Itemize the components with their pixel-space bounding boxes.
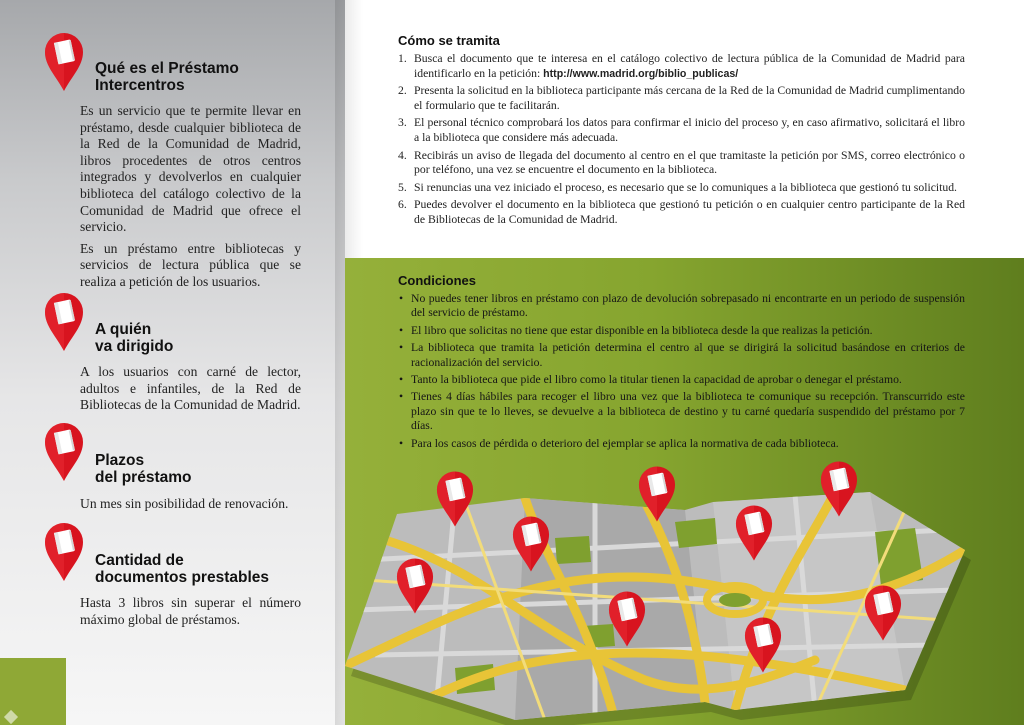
paragraph: A los usuarios con carné de lector, adultos e infantiles, de la Red de Bibliotecas de la Comunidad de Madrid. xyxy=(80,364,301,413)
paragraph: Es un servicio que te permite llevar en préstamo, desde cualquier biblioteca de la Red de la Comunidad de Madrid, libros procedentes de otros centros integrados y devolverlos en cualquier biblioteca del catálogo colectivo de la Comunidad de Madrid que ofrece el servicio. xyxy=(80,103,301,235)
step-number: 2. xyxy=(398,84,407,98)
condition-text: Tienes 4 días hábiles para recoger el libro una vez que la biblioteca te comunique su recepción. Transcurrido este plazo sin que te lo lleves, se devuelve a la biblioteca de destino y tu carné quedaría suspendido del préstamo por 7 días. xyxy=(411,390,965,433)
step-number: 3. xyxy=(398,116,407,130)
tramite-steps xyxy=(398,52,965,231)
section-title-cantidad xyxy=(95,552,269,586)
paragraph: Es un préstamo entre bibliotecas y servicios de lectura pública que se realiza a petición de los usuarios. xyxy=(80,240,301,289)
step-item xyxy=(398,52,965,81)
section-title-plazos xyxy=(95,452,191,486)
book-pin-icon xyxy=(44,32,84,92)
step-item xyxy=(398,84,965,113)
step-text: Recibirás un aviso de llegada del documento al centro en el que tramitaste la petición por SMS, correo electrónico o por teléfono, una vez se encuentre el documento en la biblioteca. xyxy=(414,148,965,177)
condition-text: Tanto la biblioteca que pide el libro como la titular tienen la capacidad de aprobar o denegar el préstamo. xyxy=(411,373,902,387)
condition-text: Para los casos de pérdida o deterioro del ejemplar se aplica la normativa de cada biblioteca. xyxy=(411,436,839,450)
bullet: • xyxy=(399,292,404,305)
bullet: • xyxy=(399,390,404,404)
step-text: Si renuncias una vez iniciado el proceso, es necesario que se lo comuniques a la biblioteca que gestionó tu solicitud. xyxy=(414,180,957,194)
bullet: • xyxy=(399,373,404,387)
book-pin-icon xyxy=(44,422,84,482)
condition-text: El libro que solicitas no tiene que estar disponible en la biblioteca desde la que realizas la petición. xyxy=(411,323,873,337)
tramite-title: Cómo se tramita xyxy=(398,33,500,48)
title-line: Plazos xyxy=(95,452,145,469)
section-body-que-es xyxy=(80,103,301,296)
section-body-a-quien xyxy=(80,364,301,419)
book-pin-icon xyxy=(44,522,84,582)
paragraph: Un mes sin posibilidad de renovación. xyxy=(80,496,289,511)
title-line: A quién xyxy=(95,321,152,338)
step-number: 6. xyxy=(398,198,407,212)
step-item xyxy=(398,116,965,145)
step-number: 1. xyxy=(398,52,407,65)
title-line: Qué es el Préstamo xyxy=(95,60,239,77)
section-title-a-quien xyxy=(95,321,173,355)
title-line: Intercentros xyxy=(95,77,185,94)
condition-item xyxy=(398,341,965,370)
step-text: Puedes devolver el documento en la biblioteca que gestionó tu petición o en cualquier centro participante de la Red de Bibliotecas de la Comunidad de Madrid. xyxy=(414,198,965,226)
condition-item xyxy=(398,373,965,387)
condiciones-list xyxy=(398,292,965,454)
condition-item xyxy=(398,324,965,338)
step-number: 4. xyxy=(398,148,407,162)
section-body-cantidad xyxy=(80,595,301,633)
step-text: Busca el documento que te interesa en el catálogo colectivo de lectura pública de la Comunidad de Madrid para identificarlo en la petición: xyxy=(414,52,965,80)
condition-text: La biblioteca que tramita la petición determina el centro al que se dirigirá la solicitud basándose en criterios de racionalización del servicio. xyxy=(411,341,965,369)
bullet: • xyxy=(399,341,404,355)
step-number: 5. xyxy=(398,180,407,194)
title-line: va dirigido xyxy=(95,338,174,355)
condition-item xyxy=(398,292,965,321)
step-text: Presenta la solicitud en la biblioteca participante más cercana de la Red de la Comunidad de Madrid cumplimentando el formulario que te facilitarán. xyxy=(414,84,965,112)
section-body-plazos xyxy=(80,496,301,518)
step-text: El personal técnico comprobará los datos para confirmar el inicio del proceso y, en caso afirmativo, solicitará el libro a la biblioteca que considere más adecuada. xyxy=(414,116,965,144)
condiciones-title: Condiciones xyxy=(398,273,477,288)
paragraph: Hasta 3 libros sin superar el número máximo global de préstamos. xyxy=(80,595,301,627)
condition-text: No puedes tener libros en préstamo con plazo de devolución sobrepasado ni encontrarte en un periodo de suspensión del servicio de préstamo. xyxy=(411,292,965,320)
title-line: documentos prestables xyxy=(95,569,269,586)
step-item xyxy=(398,149,965,178)
condition-item xyxy=(398,390,965,433)
catalog-link[interactable]: http://www.madrid.org/biblio_publicas/ xyxy=(543,67,739,80)
bullet: • xyxy=(399,436,404,450)
step-item xyxy=(398,181,965,196)
section-title-que-es xyxy=(95,60,239,94)
step-item xyxy=(398,198,965,227)
map-with-book-pins-icon xyxy=(345,440,1024,725)
title-line: Cantidad de xyxy=(95,552,184,569)
title-line: del préstamo xyxy=(95,469,192,486)
bullet: • xyxy=(399,323,404,337)
book-pin-icon xyxy=(44,292,84,352)
